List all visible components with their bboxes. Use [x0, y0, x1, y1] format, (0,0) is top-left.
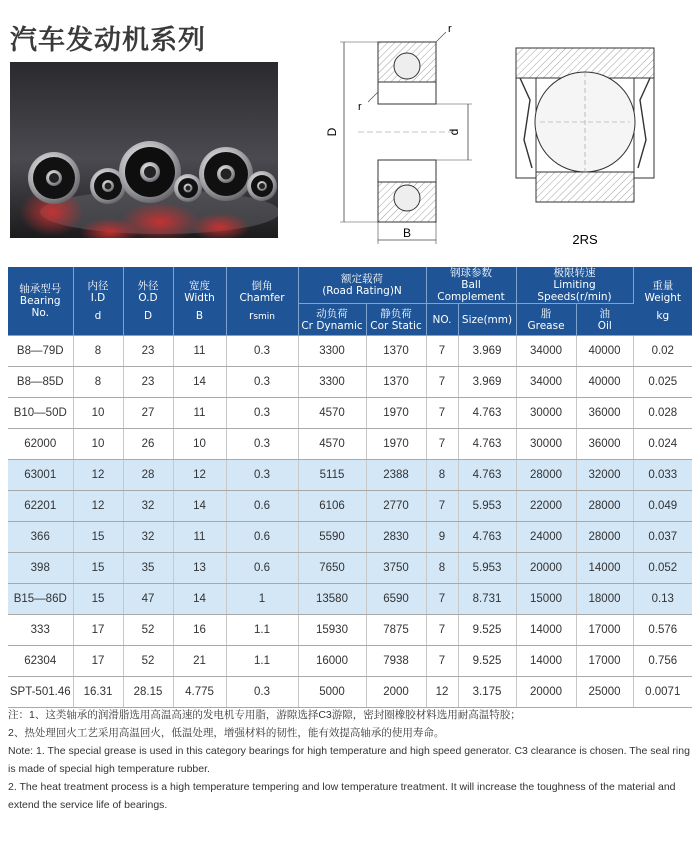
table-cell: 1.1	[226, 615, 298, 646]
table-cell: 26	[123, 429, 173, 460]
table-cell: 17	[73, 615, 123, 646]
table-cell: 34000	[516, 336, 576, 367]
seal-2rs-label: 2RS	[572, 232, 598, 247]
table-cell: 398	[8, 553, 73, 584]
table-cell: 36000	[576, 398, 633, 429]
table-cell: 16.31	[73, 677, 123, 708]
table-cell: 7	[426, 429, 458, 460]
table-cell: 15	[73, 522, 123, 553]
table-cell: 25000	[576, 677, 633, 708]
table-cell: 40000	[576, 336, 633, 367]
table-cell: 12	[173, 460, 226, 491]
table-cell: 17	[73, 646, 123, 677]
table-cell: 9.525	[458, 615, 516, 646]
table-cell: B8—79D	[8, 336, 73, 367]
col-group-limiting-speeds: 极限转速 Limiting Speeds(r/min)	[516, 267, 633, 304]
table-cell: 7	[426, 615, 458, 646]
table-cell: 7	[426, 398, 458, 429]
table-cell: 12	[426, 677, 458, 708]
table-row	[8, 367, 692, 398]
table-cell: 1970	[366, 398, 426, 429]
table-cell: 62201	[8, 491, 73, 522]
table-cell: 1370	[366, 336, 426, 367]
table-cell: 0.6	[226, 491, 298, 522]
table-row	[8, 646, 692, 677]
table-cell: 0.3	[226, 677, 298, 708]
table-cell: 17000	[576, 615, 633, 646]
col-width: 宽度 Width B	[173, 267, 226, 336]
table-cell: 63001	[8, 460, 73, 491]
table-row	[8, 460, 692, 491]
table-cell: 2000	[366, 677, 426, 708]
table-cell: 28.15	[123, 677, 173, 708]
col-group-ball-complement: 钢球参数 Ball Complement	[426, 267, 516, 304]
table-cell: 7650	[298, 553, 366, 584]
col-chamfer: 倒角 Chamfer rsmin	[226, 267, 298, 336]
table-cell: 15	[73, 553, 123, 584]
table-cell: 14	[173, 367, 226, 398]
table-cell: 7	[426, 584, 458, 615]
table-cell: 7938	[366, 646, 426, 677]
table-cell: 16000	[298, 646, 366, 677]
table-row	[8, 491, 692, 522]
table-cell: 1370	[366, 367, 426, 398]
table-cell: 2388	[366, 460, 426, 491]
table-cell: 0.037	[633, 522, 692, 553]
table-cell: 333	[8, 615, 73, 646]
table-cell: 0.756	[633, 646, 692, 677]
table-cell: 14000	[516, 646, 576, 677]
table-cell: 14	[173, 584, 226, 615]
table-cell: 0.025	[633, 367, 692, 398]
table-cell: 7	[426, 336, 458, 367]
table-cell: B10—50D	[8, 398, 73, 429]
col-outer-diameter: 外径 O.D D	[123, 267, 173, 336]
table-cell: B8—85D	[8, 367, 73, 398]
table-cell: 11	[173, 522, 226, 553]
table-cell: 40000	[576, 367, 633, 398]
table-cell: 9	[426, 522, 458, 553]
table-cell: 10	[73, 398, 123, 429]
table-cell: 0.02	[633, 336, 692, 367]
table-cell: 24000	[516, 522, 576, 553]
table-cell: 1	[226, 584, 298, 615]
table-cell: 8	[73, 336, 123, 367]
table-cell: 4.775	[173, 677, 226, 708]
table-cell: 0.052	[633, 553, 692, 584]
table-cell: 32	[123, 522, 173, 553]
col-static-load: 静负荷 Cor Static	[366, 304, 426, 336]
table-cell: 20000	[516, 677, 576, 708]
col-grease-speed: 脂 Grease	[516, 304, 576, 336]
table-row	[8, 677, 692, 708]
table-cell: 4.763	[458, 429, 516, 460]
table-cell: 0.3	[226, 336, 298, 367]
note-en-1: Note: 1. The special grease is used in this category bearings for high temperature and high speed generator. C3 clearance is chosen. The seal ring is made of special high temperature rubber.	[8, 745, 690, 775]
col-dynamic-load: 动负荷 Cr Dynamic	[298, 304, 366, 336]
table-cell: 0.6	[226, 553, 298, 584]
table-cell: 1.1	[226, 646, 298, 677]
table-cell: 28000	[576, 522, 633, 553]
table-cell: 8	[73, 367, 123, 398]
col-ball-no: NO.	[426, 304, 458, 336]
table-cell: 30000	[516, 429, 576, 460]
col-bearing-no: 轴承型号 Bearing No.	[8, 267, 73, 336]
table-cell: 10	[73, 429, 123, 460]
col-weight: 重量 Weight kg	[633, 267, 692, 336]
table-cell: 14000	[576, 553, 633, 584]
table-cell: 4.763	[458, 398, 516, 429]
table-cell: B15—86D	[8, 584, 73, 615]
table-cell: 4.763	[458, 460, 516, 491]
table-cell: 0.3	[226, 429, 298, 460]
table-cell: 3.175	[458, 677, 516, 708]
table-cell: 8.731	[458, 584, 516, 615]
table-cell: 15000	[516, 584, 576, 615]
table-cell: 5.953	[458, 553, 516, 584]
bearing-dimension-diagram	[318, 20, 486, 250]
table-cell: 13	[173, 553, 226, 584]
table-cell: 0.024	[633, 429, 692, 460]
table-cell: 36000	[576, 429, 633, 460]
table-cell: 22000	[516, 491, 576, 522]
table-cell: 0.6	[226, 522, 298, 553]
table-cell: 20000	[516, 553, 576, 584]
table-cell: 7	[426, 646, 458, 677]
table-cell: 15930	[298, 615, 366, 646]
table-row	[8, 553, 692, 584]
table-cell: 2770	[366, 491, 426, 522]
table-cell: 52	[123, 646, 173, 677]
table-cell: 4570	[298, 398, 366, 429]
table-cell: 23	[123, 367, 173, 398]
table-cell: 16	[173, 615, 226, 646]
chamfer-r-left-label: r	[358, 101, 362, 113]
table-cell: 23	[123, 336, 173, 367]
col-oil-speed: 油 Oil	[576, 304, 633, 336]
table-cell: 366	[8, 522, 73, 553]
table-cell: 4570	[298, 429, 366, 460]
seal-2rs-diagram	[510, 40, 660, 248]
table-cell: 6590	[366, 584, 426, 615]
table-cell: 27	[123, 398, 173, 429]
table-cell: 47	[123, 584, 173, 615]
col-ball-size: Size(mm)	[458, 304, 516, 336]
col-inner-diameter: 内径 I.D d	[73, 267, 123, 336]
table-cell: 32	[123, 491, 173, 522]
table-cell: 12	[73, 491, 123, 522]
table-cell: 3.969	[458, 367, 516, 398]
table-cell: 0.3	[226, 398, 298, 429]
table-cell: 7	[426, 367, 458, 398]
table-cell: 7875	[366, 615, 426, 646]
spec-table-body	[8, 336, 692, 708]
table-cell: 21	[173, 646, 226, 677]
table-cell: 35	[123, 553, 173, 584]
table-cell: 28000	[516, 460, 576, 491]
table-cell: 3300	[298, 367, 366, 398]
table-row	[8, 522, 692, 553]
table-cell: 32000	[576, 460, 633, 491]
table-cell: 17000	[576, 646, 633, 677]
table-cell: 34000	[516, 367, 576, 398]
table-row	[8, 429, 692, 460]
table-cell: 8	[426, 460, 458, 491]
note-cn-1: 注：1、这类轴承的润滑脂选用高温高速的发电机专用脂，游隙选择C3游隙，密封圈橡胶材料选用耐高温特胶；	[8, 709, 521, 721]
table-cell: 0.576	[633, 615, 692, 646]
note-en-2: 2. The heat treatment process is a high temperature tempering and low temperature treatment. It will increase the toughness of the material and extend the service life of bearings.	[8, 781, 676, 811]
table-cell: 3750	[366, 553, 426, 584]
table-cell: 0.049	[633, 491, 692, 522]
table-row	[8, 615, 692, 646]
table-cell: 5000	[298, 677, 366, 708]
table-cell: 5.953	[458, 491, 516, 522]
table-cell: 62000	[8, 429, 73, 460]
table-cell: 52	[123, 615, 173, 646]
table-cell: 3300	[298, 336, 366, 367]
bearing-spec-table	[8, 267, 692, 708]
table-cell: 14000	[516, 615, 576, 646]
table-cell: 11	[173, 398, 226, 429]
table-cell: 28000	[576, 491, 633, 522]
table-cell: 0.13	[633, 584, 692, 615]
page-title: 汽车发动机系列	[10, 25, 206, 56]
table-cell: 7	[426, 491, 458, 522]
table-row	[8, 398, 692, 429]
table-cell: 0.0071	[633, 677, 692, 708]
diameter-D-label: D	[325, 127, 339, 137]
table-cell: 1970	[366, 429, 426, 460]
table-cell: 10	[173, 429, 226, 460]
note-cn-2: 2、热处理回火工艺采用高温回火，低温处理，增强材料的韧性，能有效提高轴承的使用寿命。	[8, 727, 445, 739]
table-cell: 0.028	[633, 398, 692, 429]
table-cell: 15	[73, 584, 123, 615]
width-B-label: B	[402, 226, 412, 240]
table-cell: 13580	[298, 584, 366, 615]
table-cell: 0.3	[226, 460, 298, 491]
table-cell: 30000	[516, 398, 576, 429]
bearings-photo	[10, 62, 278, 238]
table-cell: 28	[123, 460, 173, 491]
table-cell: 5590	[298, 522, 366, 553]
bore-d-label: d	[447, 128, 461, 136]
table-row	[8, 584, 692, 615]
table-cell: SPT-501.46	[8, 677, 73, 708]
table-cell: 9.525	[458, 646, 516, 677]
table-cell: 5115	[298, 460, 366, 491]
table-cell: 0.033	[633, 460, 692, 491]
table-cell: 14	[173, 491, 226, 522]
col-group-load-rating: 额定载荷 (Road Rating)N	[298, 267, 426, 304]
table-cell: 4.763	[458, 522, 516, 553]
table-cell: 2830	[366, 522, 426, 553]
table-cell: 18000	[576, 584, 633, 615]
table-cell: 11	[173, 336, 226, 367]
table-cell: 0.3	[226, 367, 298, 398]
table-row	[8, 336, 692, 367]
chamfer-r-top-label: r	[448, 23, 452, 35]
table-cell: 8	[426, 553, 458, 584]
table-cell: 3.969	[458, 336, 516, 367]
table-cell: 6106	[298, 491, 366, 522]
table-cell: 12	[73, 460, 123, 491]
table-cell: 62304	[8, 646, 73, 677]
notes-section	[8, 706, 696, 814]
